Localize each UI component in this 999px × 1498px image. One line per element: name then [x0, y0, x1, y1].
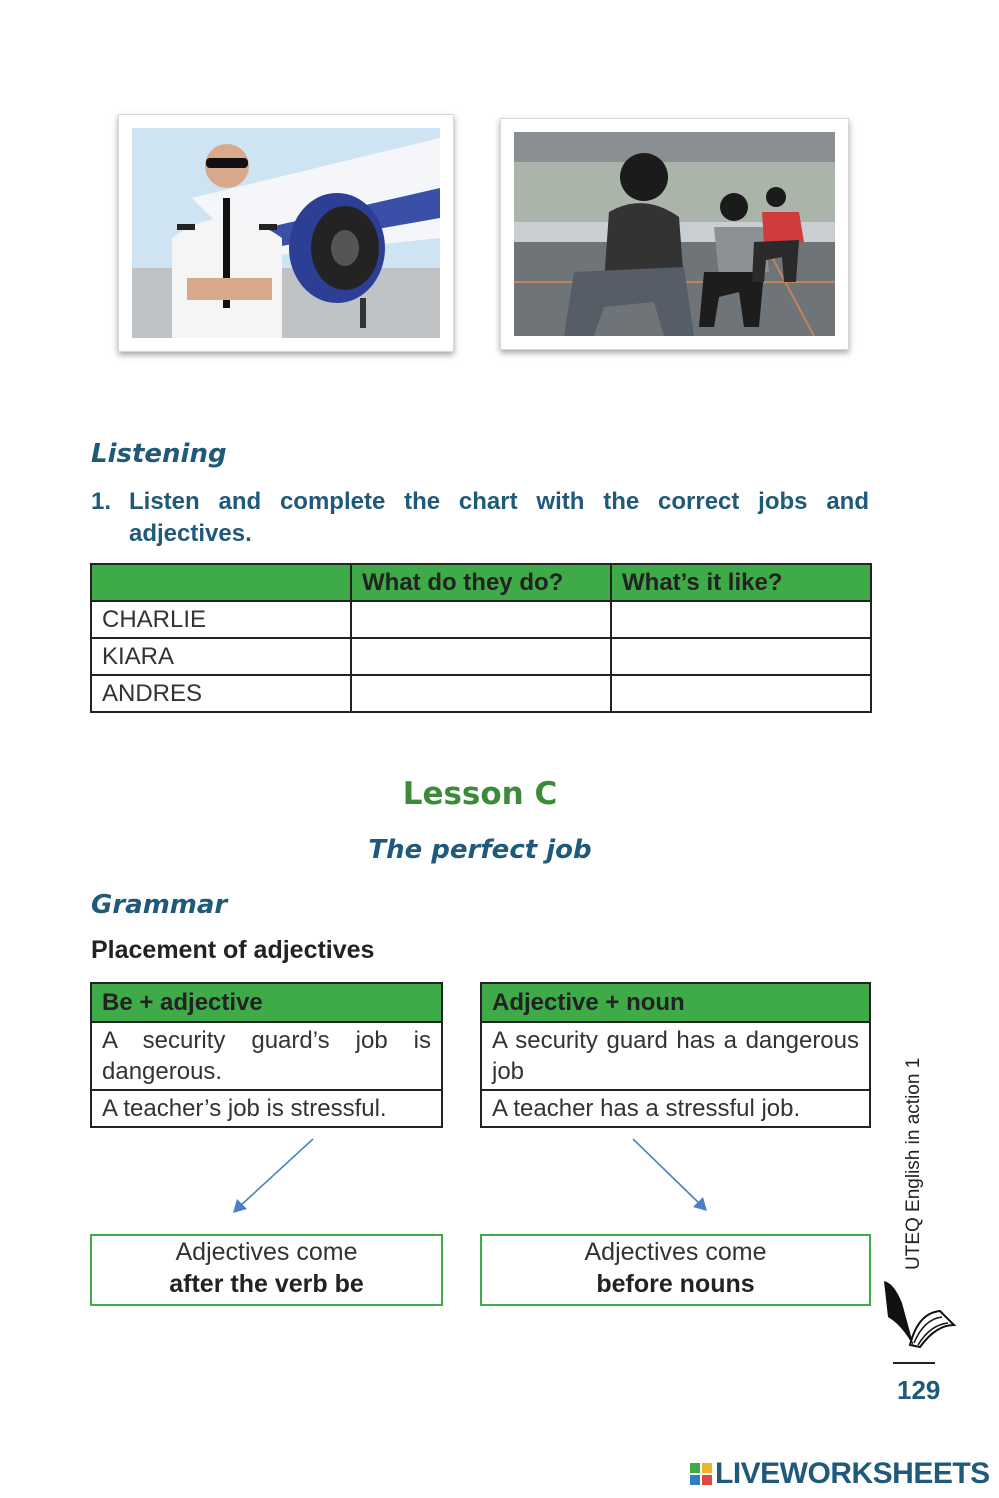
book-title: UTEQ English in action 1	[903, 1057, 924, 1270]
chart-name-cell: CHARLIE	[91, 601, 351, 638]
arrow-right-icon	[625, 1135, 720, 1220]
chart-header-adjective: What’s it like?	[611, 564, 871, 601]
adjective-noun-header: Adjective + noun	[481, 983, 870, 1022]
table-row: A teacher’s job is stressful.	[91, 1090, 442, 1127]
after-verb-note-line2: after the verb be	[169, 1270, 364, 1298]
instruction-number: 1.	[91, 488, 112, 515]
chart-job-cell[interactable]	[351, 601, 611, 638]
book-logo-icon	[880, 1273, 958, 1351]
page-number: 129	[897, 1375, 941, 1405]
lesson-title: Lesson C	[402, 776, 558, 812]
chart-adjective-cell[interactable]	[611, 675, 871, 712]
pilot-airplane-image	[132, 128, 440, 338]
instruction-text: Listen and complete the chart with the correct jobs and adjectives.	[129, 488, 869, 547]
be-adjective-header: Be + adjective	[91, 983, 442, 1022]
lesson-subtitle: The perfect job	[368, 835, 592, 865]
liveworksheets-label: LIVEWORKSHEETS	[715, 1457, 990, 1490]
adjective-noun-table	[480, 982, 871, 1128]
page-number-rule	[893, 1362, 935, 1364]
table-row: A security guard’s job is dangerous.	[91, 1022, 442, 1090]
workout-photo	[500, 118, 849, 350]
table-row	[91, 601, 871, 638]
before-nouns-note-line2: before nouns	[596, 1270, 755, 1298]
chart-name-cell: KIARA	[91, 638, 351, 675]
chart-header-job: What do they do?	[351, 564, 611, 601]
after-verb-note-line1: Adjectives come	[175, 1238, 358, 1266]
table-row	[91, 675, 871, 712]
arrow-left-icon	[225, 1135, 325, 1220]
before-nouns-note	[480, 1234, 871, 1306]
people-squatting-image	[514, 132, 835, 336]
liveworksheets-brand	[690, 1457, 990, 1491]
listening-chart	[90, 563, 872, 713]
chart-job-cell[interactable]	[351, 675, 611, 712]
table-row: A teacher has a stressful job.	[481, 1090, 870, 1127]
before-nouns-note-line1: Adjectives come	[584, 1238, 767, 1266]
instruction	[91, 486, 869, 550]
grammar-heading: Grammar	[91, 890, 228, 920]
table-row: A security guard has a dangerous job	[481, 1022, 870, 1090]
chart-job-cell[interactable]	[351, 638, 611, 675]
pilot-photo	[118, 114, 454, 352]
listening-heading: Listening	[91, 439, 227, 469]
be-adjective-table	[90, 982, 443, 1128]
liveworksheets-logo-icon	[690, 1463, 712, 1485]
chart-adjective-cell[interactable]	[611, 638, 871, 675]
chart-header-row	[91, 564, 871, 601]
table-row	[91, 638, 871, 675]
chart-header-name	[91, 564, 351, 601]
grammar-subheading: Placement of adjectives	[91, 936, 375, 964]
chart-adjective-cell[interactable]	[611, 601, 871, 638]
chart-name-cell: ANDRES	[91, 675, 351, 712]
after-verb-note	[90, 1234, 443, 1306]
